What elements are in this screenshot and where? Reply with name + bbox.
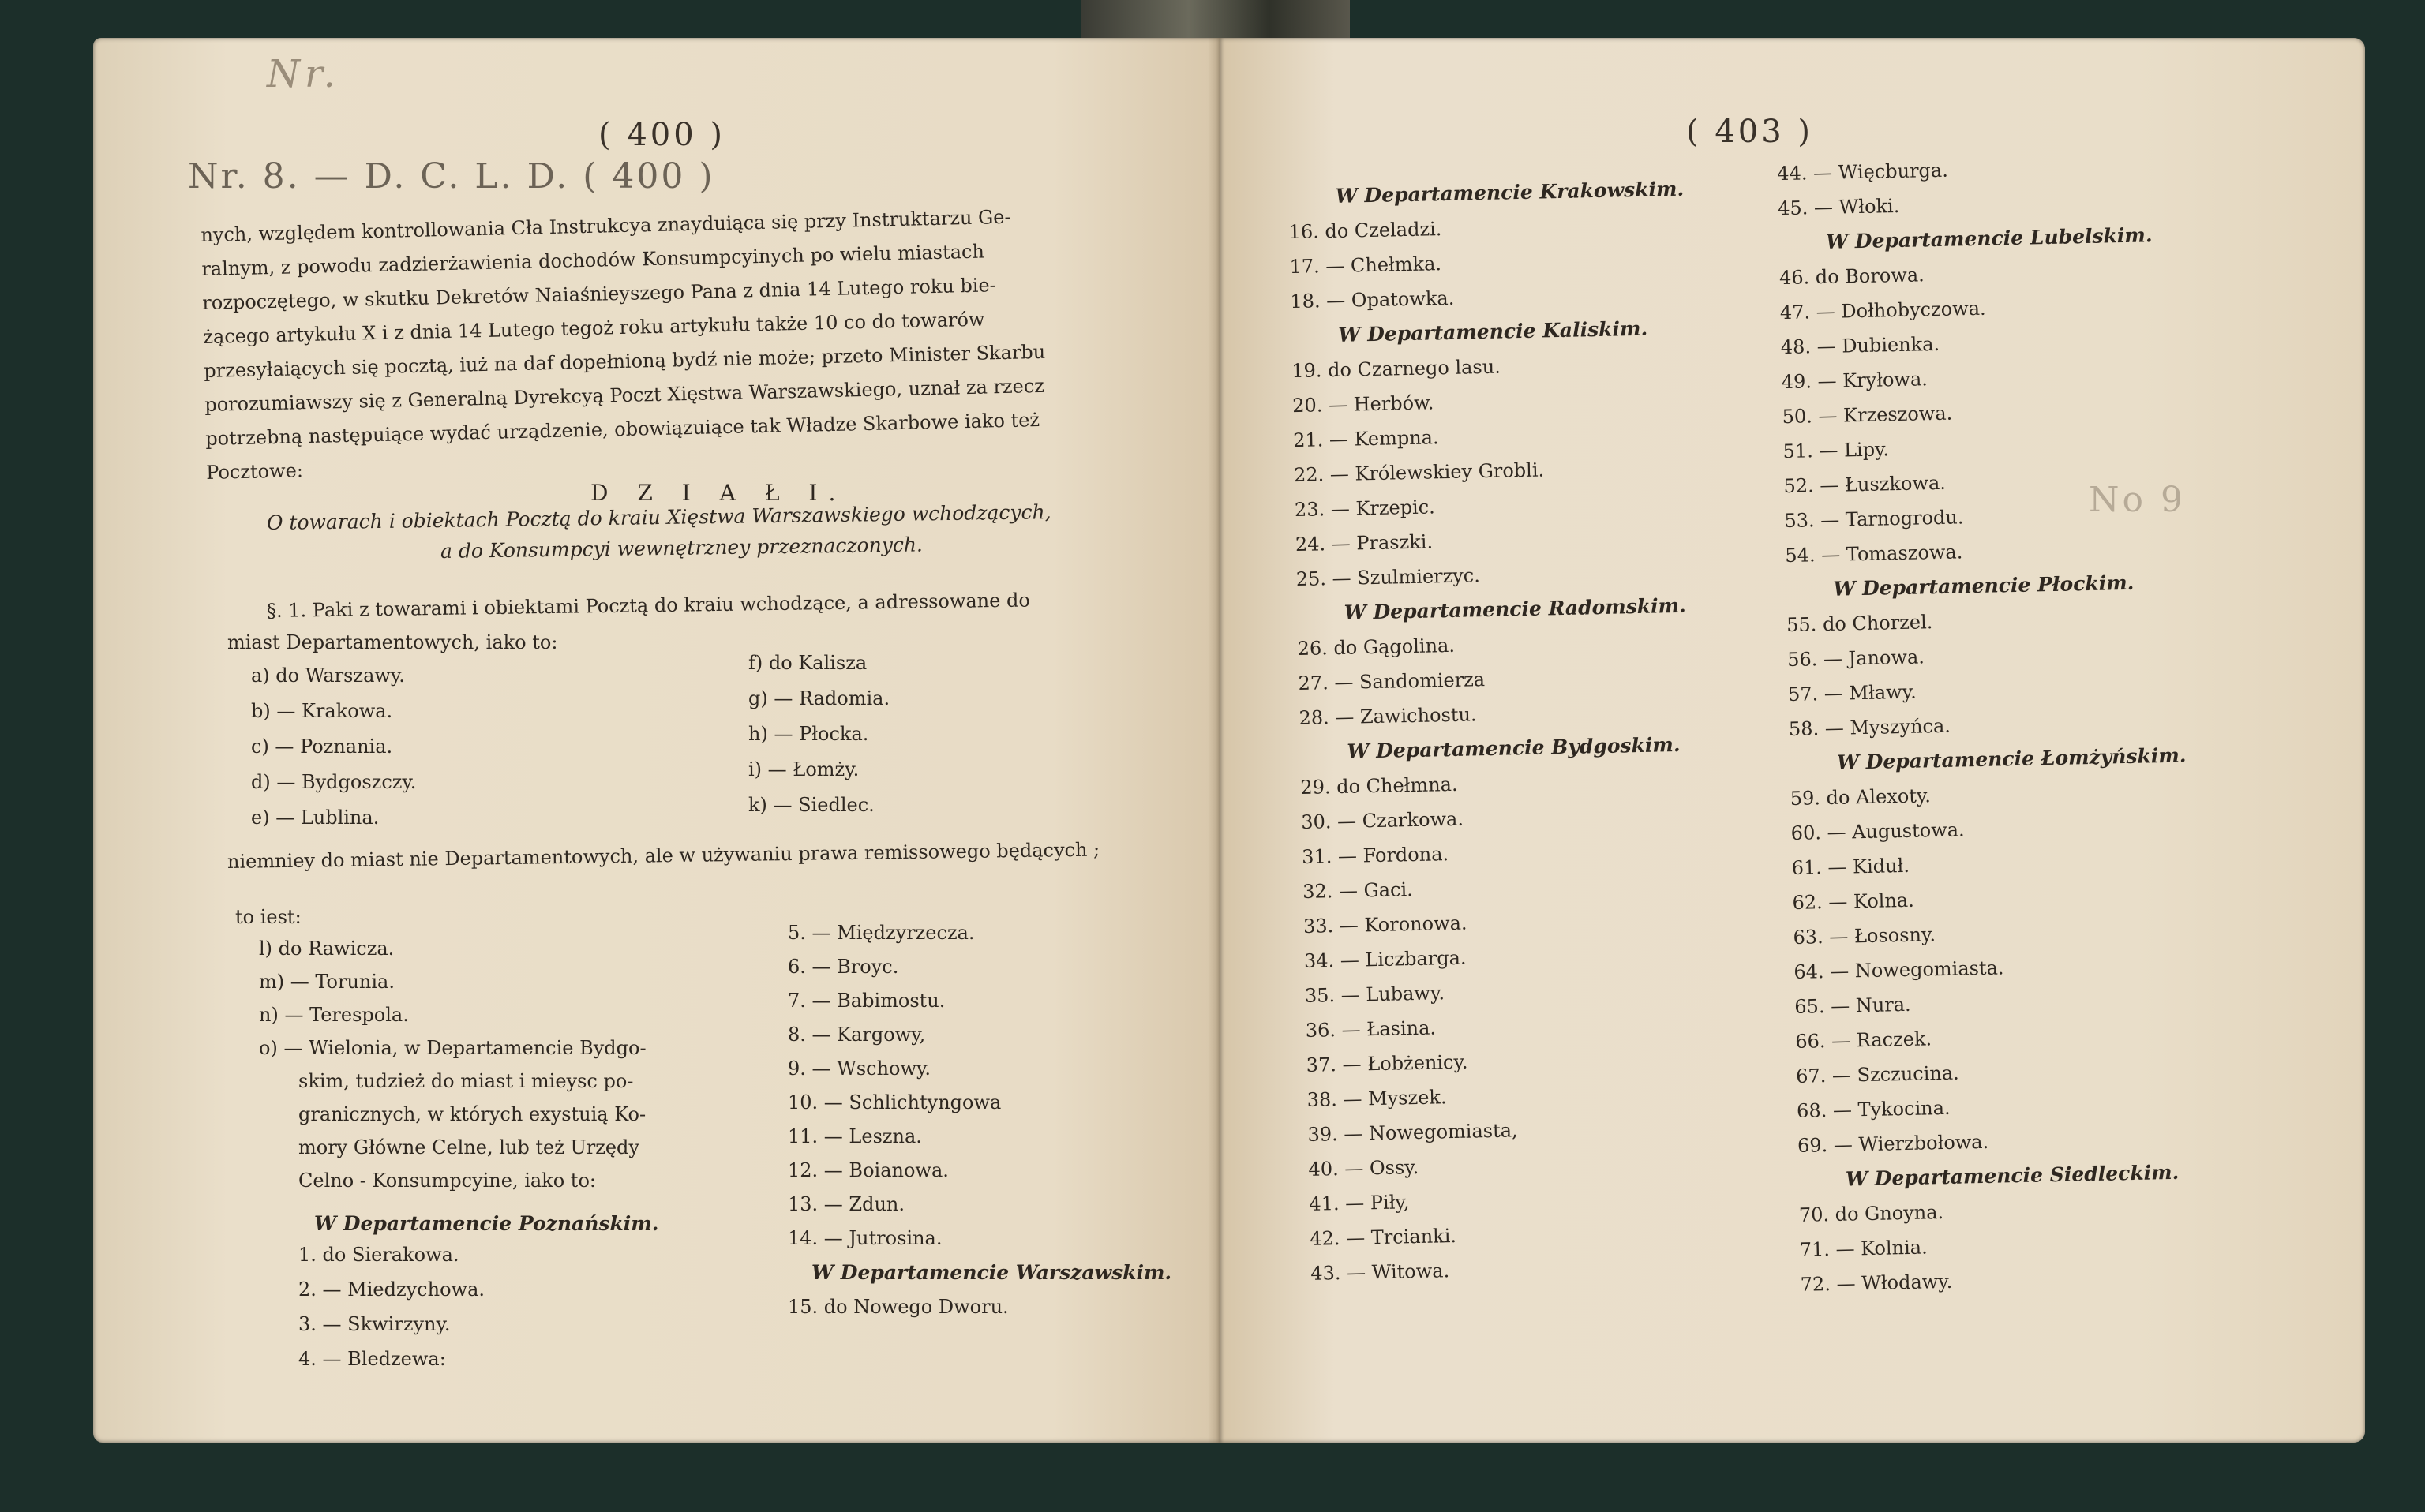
bleed-through-text: No 9 [2089, 480, 2186, 520]
list-item: 61. — Kiduł. [1791, 854, 1910, 879]
list-item: 62. — Kolna. [1792, 889, 1915, 914]
list-item: 71. — Kolnia. [1799, 1236, 1928, 1261]
list-l-o [259, 938, 647, 1203]
list-item: 12. — Boianowa. [788, 1159, 949, 1181]
list-item: 22. — Królewskiey Grobli. [1293, 458, 1545, 487]
dept-heading: W Departamencie Lubelskim. [1825, 223, 2153, 253]
list-item: 5. — Międzyrzecza. [788, 922, 975, 944]
list-item: 32. — Gaci. [1302, 878, 1414, 903]
list-item: 33. — Koronowa. [1302, 911, 1467, 938]
list-item: 44. — Więcburga. [1776, 159, 1949, 185]
list-item: 64. — Nowegomiasta. [1793, 956, 2004, 983]
list-item: 58. — Myszyńca. [1788, 714, 1951, 740]
list-item: 7. — Babimostu. [788, 990, 946, 1012]
margin-handwriting: Nr. [267, 52, 340, 96]
list-item: 66. — Raczek. [1795, 1027, 1932, 1053]
list-item: 72. — Włodawy. [1800, 1270, 1953, 1296]
list-item: skim, tudzież do miast i mieysc po- [298, 1070, 634, 1092]
list-item: n) — Terespola. [259, 1004, 409, 1026]
list-item: 13. — Zdun. [788, 1193, 905, 1215]
page-number-left: ( 400 ) [598, 117, 725, 153]
list-item: 37. — Łobżenicy. [1306, 1050, 1468, 1076]
dept-heading: W Departamencie Radomskim. [1344, 593, 1687, 624]
paragraph-line: potrzebną następuiące wydać urządzenie, obowiązuiące tak Władze Skarbowe iako też [204, 408, 1040, 450]
dept-heading: W Departamencie Płockim. [1832, 571, 2135, 601]
list-item: 3. — Skwirzyny. [298, 1313, 451, 1335]
list-item: 70. do Gnoyna. [1798, 1201, 1944, 1226]
dept-heading-warszawa: W Departamencie Warszawskim. [811, 1261, 1172, 1284]
right-column-2 [1777, 148, 2198, 1302]
list-item: m) — Torunia. [259, 971, 395, 993]
section-subtitle-1: O towarach i obiektach Pocztą do kraiu Xięstwa Warszawskiego wchodzących, [266, 500, 1051, 534]
list-item: c) — Poznania. [251, 735, 393, 758]
list-f-k [748, 652, 890, 829]
paragraph-niemniey: niemniey do miast nie Departamentowych, ale w używaniu prawa remissowego będących ; [227, 838, 1100, 873]
list-1-4 [298, 1244, 485, 1383]
intro-paragraph [201, 199, 1311, 496]
list-item: l) do Rawicza. [259, 938, 395, 960]
list-a-e [251, 664, 416, 842]
list-item: 36. — Łasina. [1305, 1016, 1437, 1042]
right-page [1220, 38, 2365, 1443]
paragraph-line: nych, względem kontrollowania Cła Instrukcya znayduiąca się przy Instruktarzu Ge- [201, 205, 1011, 247]
list-item: granicznych, w których exystuią Ko- [298, 1103, 647, 1125]
list-item: mory Główne Celne, lub też Urzędy [298, 1136, 639, 1158]
list-item: 18. — Opatowka. [1290, 286, 1455, 313]
list-item: 52. — Łuszkowa. [1783, 471, 1947, 498]
section-subtitle-2: a do Konsumpcyi wewnętrzney przeznaczonych. [440, 533, 924, 563]
list-item: 63. — Łososny. [1793, 923, 1936, 949]
list-item: 55. do Chorzel. [1786, 611, 1933, 637]
list-item: a) do Warszawy. [251, 664, 405, 687]
dept-heading: W Departamencie Bydgoskim. [1347, 732, 1681, 763]
list-item: 67. — Szczucina. [1795, 1061, 1960, 1087]
list-item: 50. — Krzeszowa. [1782, 402, 1953, 429]
list-item: 6. — Broyc. [788, 956, 899, 978]
list-item: 30. — Czarkowa. [1301, 807, 1464, 833]
section-title: D Z I A Ł I. [590, 480, 847, 506]
list-item: 16. do Czeladzi. [1288, 218, 1442, 244]
paragraph-line: porozumiawszy się z Generalną Dyrekcyą Poczt Xięstwa Warszawskiego, uznał za rzecz [204, 374, 1045, 416]
paragraph-line: ralnym, z powodu zadzierżawienia dochodów Konsumpcyinych po wielu miastach [201, 240, 985, 281]
list-item: 11. — Leszna. [788, 1125, 922, 1147]
paragraph-line: rozpoczętego, w skutku Dekretów Naiaśnieyszego Pana z dnia 14 Lutego roku bie- [202, 274, 997, 315]
list-item: 38. — Myszek. [1306, 1086, 1447, 1111]
list-item: h) — Płocka. [748, 723, 869, 745]
list-item: 24. — Praszki. [1295, 530, 1434, 556]
list-item: e) — Lublina. [251, 807, 380, 829]
list-item: o) — Wielonia, w Departamencie Bydgo- [259, 1037, 647, 1059]
list-item: 26. do Gągolina. [1297, 634, 1456, 661]
list-item: g) — Radomia. [748, 687, 890, 709]
list-item: 10. — Schlichtyngowa [788, 1091, 1002, 1113]
list-item: 9. — Wschowy. [788, 1057, 931, 1080]
list-item: 42. — Trcianki. [1310, 1224, 1457, 1250]
list-item: 45. — Włoki. [1777, 194, 1900, 220]
dept-heading: W Departamencie Łomżyńskim. [1836, 743, 2187, 774]
list-item: 23. — Krzepic. [1294, 496, 1436, 522]
dept-heading: W Departamencie Krakowskim. [1335, 177, 1685, 208]
list-item: 49. — Kryłowa. [1781, 368, 1928, 394]
right-column-1 [1287, 172, 1707, 1291]
list-item: 20. — Herbów. [1291, 391, 1434, 417]
list-item: 34. — Liczbarga. [1303, 946, 1467, 972]
list-item: 17. — Chełmka. [1289, 253, 1442, 279]
list-5-14 [788, 922, 1001, 1261]
list-item: 4. — Bledzewa: [298, 1348, 446, 1370]
list-item: f) do Kalisza [748, 652, 868, 674]
list-item: Celno - Konsumpcyine, iako to: [298, 1170, 596, 1192]
paragraph-line: Pocztowe: [205, 459, 304, 484]
list-item: 21. — Kempna. [1292, 426, 1439, 452]
list-item: 60. — Augustowa. [1790, 818, 1965, 844]
list-item: d) — Bydgoszczy. [251, 771, 417, 793]
list-item: 14. — Jutrosina. [788, 1227, 943, 1249]
list-item: 56. — Janowa. [1786, 646, 1925, 672]
paragraph-1-line-2: miast Departamentowych, iako to: [227, 631, 558, 653]
list-item: 39. — Nowegomiasta, [1307, 1119, 1518, 1146]
faded-running-header: Nr. 8. — D. C. L. D. ( 400 ) [188, 156, 715, 196]
list-item: 15. do Nowego Dworu. [788, 1296, 1009, 1318]
list-item: 31. — Fordona. [1301, 843, 1449, 868]
list-item: 53. — Tarnogrodu. [1784, 506, 1964, 533]
list-item: 19. do Czarnego lasu. [1291, 355, 1501, 383]
left-page [93, 38, 1220, 1443]
list-item: 59. do Alexoty. [1790, 784, 1932, 810]
list-item: b) — Krakowa. [251, 700, 393, 722]
list-item: 2. — Miedzychowa. [298, 1278, 485, 1301]
list-item: 54. — Tomaszowa. [1785, 541, 1963, 567]
list-item: 68. — Tykocina. [1796, 1096, 1951, 1122]
paragraph-line: żącego artykułu X i z dnia 14 Lutego tegoż roku artykułu także 10 co do towarów [203, 308, 985, 349]
list-item: 65. — Nura. [1794, 993, 1911, 1018]
dept-heading-poznan: W Departamencie Poznańskim. [314, 1212, 659, 1235]
list-item: 41. — Piły, [1309, 1191, 1410, 1215]
list-item: 1. do Sierakowa. [298, 1244, 459, 1266]
list-item: 29. do Chełmna. [1300, 773, 1458, 799]
page-number-right: ( 403 ) [1686, 114, 1813, 150]
list-item: i) — Łomży. [748, 758, 860, 780]
list-item: 48. — Dubienka. [1780, 332, 1940, 359]
list-item: 43. — Witowa. [1310, 1259, 1450, 1285]
list-item: 57. — Mławy. [1787, 680, 1917, 706]
list-item: 27. — Sandomierza [1298, 668, 1486, 695]
list-item: k) — Siedlec. [748, 794, 875, 816]
list-item: 35. — Lubawy. [1304, 982, 1445, 1007]
paragraph-line: przesyłaiących się pocztą, iuż na daf dopełnioną bydź nie może; przeto Minister Skarbu [204, 340, 1046, 382]
list-item: 46. do Borowa. [1778, 264, 1925, 290]
list-item: 8. — Kargowy, [788, 1024, 926, 1046]
list-item: 25. — Szulmierzyc. [1295, 564, 1481, 591]
dept-heading: W Departamencie Siedleckim. [1845, 1160, 2180, 1191]
list-item: 69. — Wierzbołowa. [1797, 1130, 1989, 1157]
list-item: 28. — Zawichostu. [1299, 703, 1477, 730]
list-item: 51. — Lipy. [1782, 438, 1890, 463]
list-item: 47. — Dołhobyczowa. [1779, 297, 1986, 324]
paragraph-1-line-1: §. 1. Paki z towarami i obiektami Pocztą do kraiu wchodzące, a adressowane do [266, 589, 1030, 622]
dept-heading: W Departamencie Kaliskim. [1338, 316, 1648, 346]
paragraph-to-iest: to iest: [235, 906, 302, 928]
list-item: 40. — Ossy. [1308, 1155, 1419, 1181]
